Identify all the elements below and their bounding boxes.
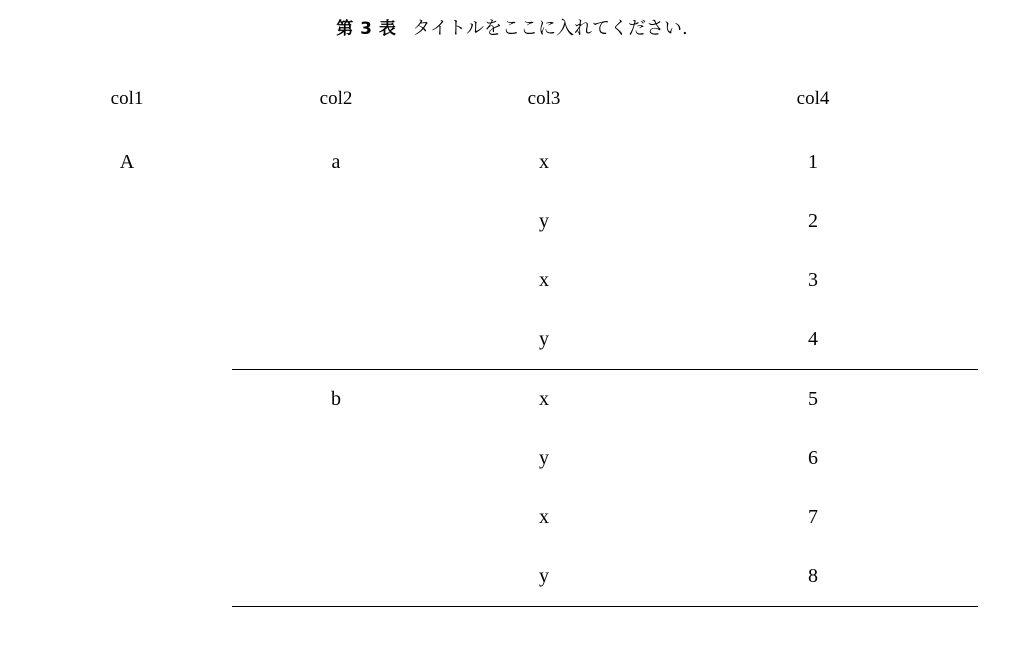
rule-gap-left-bottom xyxy=(22,606,232,607)
cell-col2 xyxy=(232,488,440,547)
table-row xyxy=(22,488,978,547)
table-row xyxy=(22,310,978,369)
cell-col4: 6 xyxy=(808,447,818,469)
cell-col4: 5 xyxy=(808,388,818,410)
column-header-col3: col3 xyxy=(527,88,561,109)
table-row xyxy=(22,547,978,606)
cell-col3: x xyxy=(539,388,549,410)
cell-col2 xyxy=(232,310,440,369)
column-header-col1: col1 xyxy=(110,88,144,109)
caption-label: 第 3 表 xyxy=(336,19,397,39)
cell-col2 xyxy=(232,547,440,606)
table-row xyxy=(22,370,978,429)
header-gap xyxy=(22,125,978,133)
caption-text: タイトルをここに入れてください. xyxy=(412,18,688,39)
column-header-col4: col4 xyxy=(796,88,830,109)
cell-col3: y xyxy=(539,565,549,587)
cell-col1 xyxy=(22,310,232,369)
cell-col1 xyxy=(22,251,232,310)
cell-col1 xyxy=(22,429,232,488)
cell-col3: y xyxy=(539,210,549,232)
table-row xyxy=(22,133,978,192)
table-row xyxy=(22,192,978,251)
rule-line xyxy=(232,606,978,607)
rule-bottom xyxy=(232,606,978,607)
table-caption xyxy=(0,16,1024,42)
cell-col1: A xyxy=(119,151,135,173)
table-row xyxy=(22,251,978,310)
cell-col4: 1 xyxy=(808,151,818,173)
table-container xyxy=(22,68,978,607)
cell-col1 xyxy=(22,488,232,547)
cell-col4: 8 xyxy=(808,565,818,587)
column-header-col2: col2 xyxy=(319,88,353,109)
header-gap-row xyxy=(22,125,978,133)
cell-col2: b xyxy=(331,388,341,410)
cell-col2 xyxy=(232,251,440,310)
bottom-rule-row xyxy=(22,606,978,607)
cell-col1 xyxy=(22,370,232,429)
cell-col2: a xyxy=(331,151,341,173)
cell-col3: x xyxy=(539,506,549,528)
cell-col3: x xyxy=(539,151,549,173)
cell-col2 xyxy=(232,192,440,251)
cell-col3: y xyxy=(539,328,549,350)
table-row xyxy=(22,429,978,488)
cell-col4: 7 xyxy=(808,506,818,528)
cell-col1 xyxy=(22,192,232,251)
data-table xyxy=(22,68,978,607)
table-header-row xyxy=(22,73,978,125)
cell-col1 xyxy=(22,547,232,606)
cell-col4: 3 xyxy=(808,269,818,291)
cell-col3: x xyxy=(539,269,549,291)
cell-col2 xyxy=(232,429,440,488)
cell-col4: 2 xyxy=(808,210,818,232)
cell-col3: y xyxy=(539,447,549,469)
cell-col4: 4 xyxy=(808,328,818,350)
